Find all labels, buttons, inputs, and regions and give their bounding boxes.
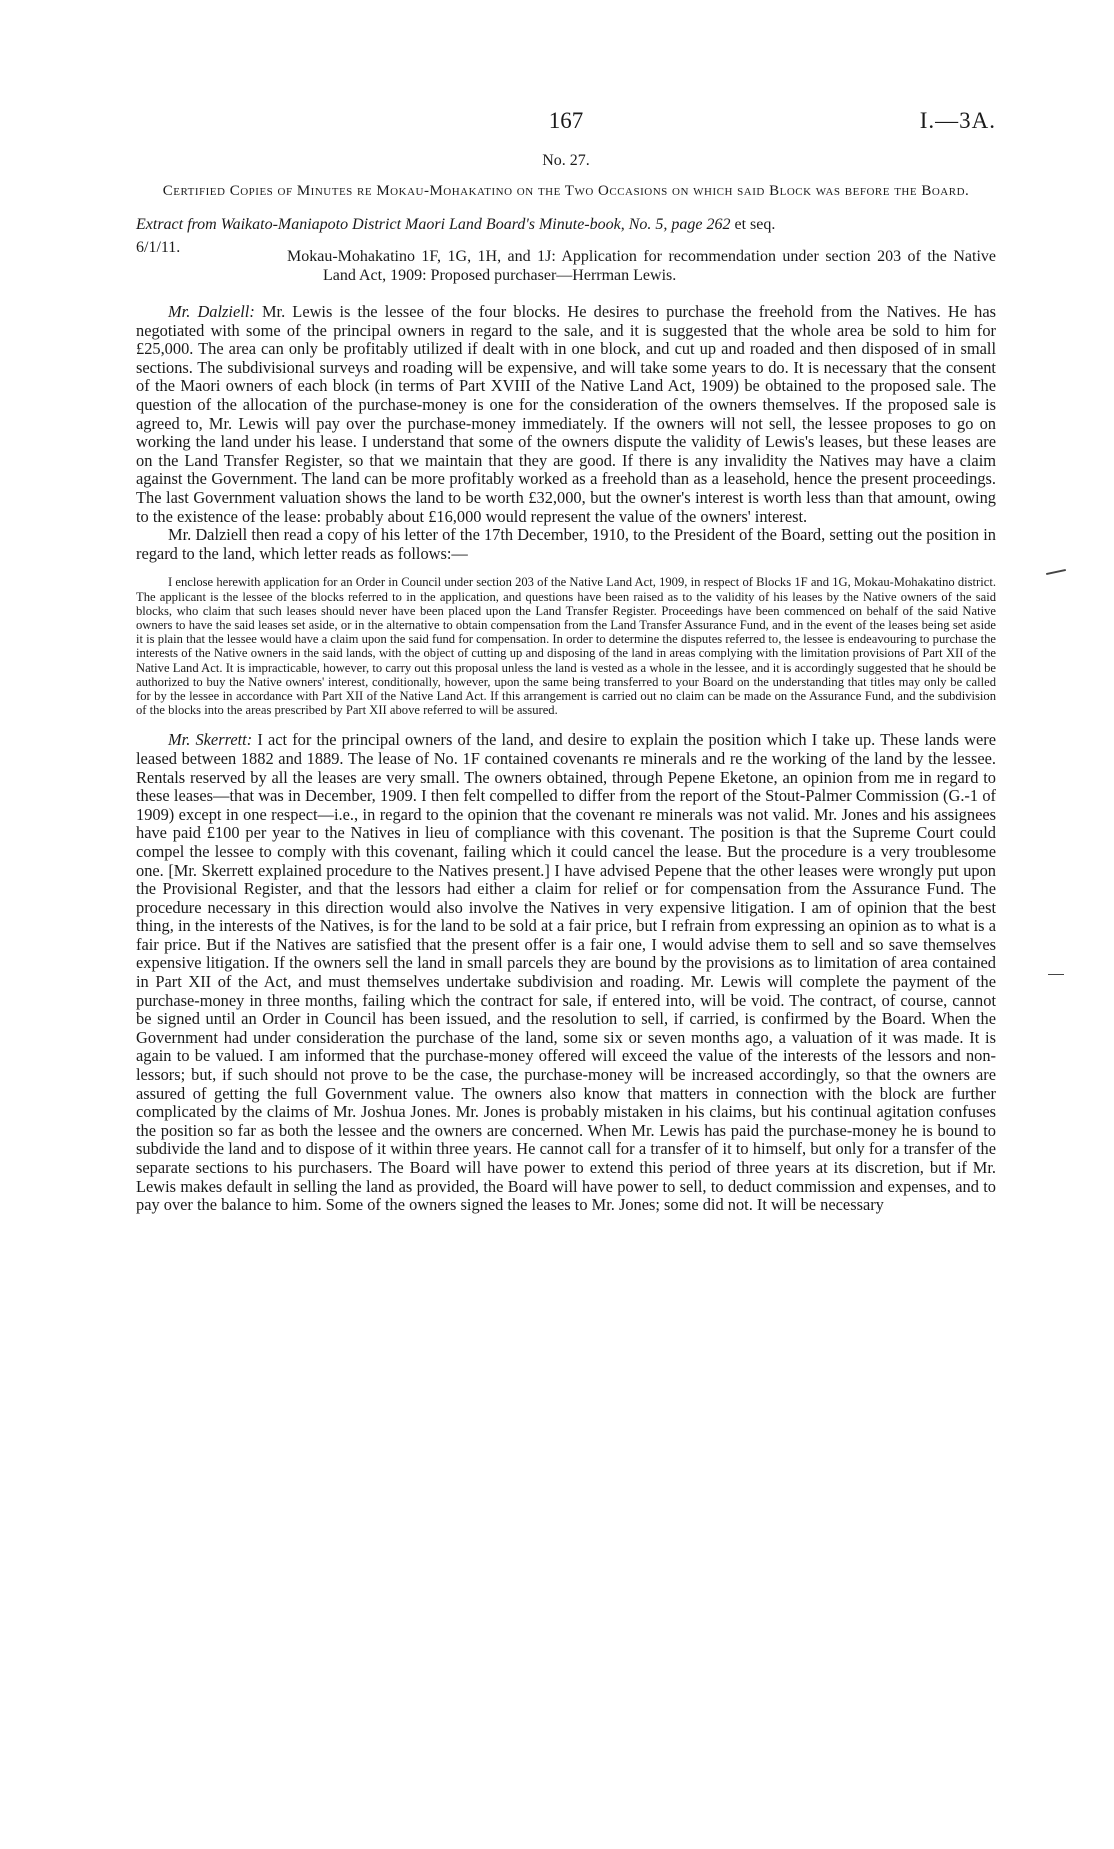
extract-et-seq: et seq. — [730, 216, 776, 233]
margin-mark — [1048, 974, 1064, 975]
paragraph-text: Mr. Dalziell then read a copy of his letter of the 17th December, 1910, to the President of the Board, setting out the position in regard to the land, which letter reads as follows:— — [136, 525, 996, 563]
paragraph-skerrett — [136, 731, 996, 1214]
minute-entry — [136, 239, 996, 303]
extract-source: Extract from Waikato-Maniapoto District Maori Land Board's Minute-book, No. 5, page 262 — [136, 216, 731, 233]
paragraph-text: I act for the principal owners of the land, and desire to explain the position which I take up. These lands were leased between 1882 and 1889. The lease of No. 1F contained covenants re minerals and re the working of the land by the lessee. Rentals reserved by all the leases are very small. The owners obtained, through Pepene Eketone, an opinion from me in regard to these leases—that was in December, 1909. I then felt compelled to differ from the report of the Stout-Palmer Commission (G.-1 of 1909) except in one respect—i.e., in regard to the opinion that the covenant re minerals was not valid. Mr. Jones and his assignees have paid £100 per year to the Natives in lieu of compliance with this covenant. The position is that the Supreme Court could compel the lessee to comply with this covenant, failing which it could cancel the lease. But the procedure is a very troublesome one. [Mr. Skerrett explained procedure to the Natives present.] I have advised Pepene that the other leases were wrongly put upon the Provisional Register, and that the lessors had either a claim for relief or for compensation from the Assurance Fund. The procedure necessary in this direction would also involve the Natives in very expensive litigation. I am of opinion that the best thing, in the interests of the Natives, is for the land to be sold at a fair price, but I refrain from expressing an opinion as to what is a fair price. But if the Natives are satisfied that the present offer is a fair one, I would advise them to sell and so save themselves expensive litigation. If the owners sell the land in small parcels they are bound by the provisions as to limitation of area contained in Part XII of the Act, and must themselves undertake subdivision and roading. Mr. Lewis will complete the payment of the purchase-money in three months, failing which the contract for sale, if entered into, will be void. The contract, of course, cannot be signed until an Order in Council has been issued, and the resolution to sell, if carried, is confirmed by the Board. When the Government had under consideration the purchase of the land, some six or seven months ago, a valuation of it was made. It is again to be valued. I am informed that the purchase-money offered will exceed the value of the interests of the lessors and non-lessors; but, if such should not prove to be the case, the purchase-money will be increased accordingly, so that the owners are assured of getting the full Government value. The owners also know that matters in connection with the block are further complicated by the claims of Mr. Joshua Jones. Mr. Jones is probably mistaken in his claims, but his continual agitation confuses the position so far as both the lessee and the owners are concerned. When Mr. Lewis has paid the purchase-money he is bound to subdivide the land and to dispose of it within three years. He cannot call for a transfer of it to himself, but only for a transfer of the separate sections to his purchasers. The Board will have power to extend this period of three years at its discretion, but if Mr. Lewis makes default in selling the land as provided, the Board will have power to sell, to deduct commission and expenses, and to pay over the balance to him. Some of the owners signed the leases to Mr. Jones; some did not. It will be necessary — [136, 730, 996, 1215]
quoted-letter: I enclose herewith application for an Order in Council under section 203 of the Native Land Act, 1909, in respect of Blocks 1F and 1G, Mokau-Mohakatino district. The applicant is the lessee of the blocks referred to in the application, and questions have been raised as to the validity of his leases by the Native owners of the said blocks, who claim that such leases should never have been placed upon the Land Transfer Register. Proceedings have been commenced on behalf of the said Native owners to have the said leases set aside, or in the alternative to obtain compensation from the Land Transfer Assurance Fund, and in the event of the leases being set aside it is plain that the lessee would have a claim upon the said fund for compensation. In order to determine the disputes referred to, the lessee is endeavouring to purchase the interests of the Native owners in the said lands, with the object of cutting up and disposing of the land in areas complying with the limitation provisions of Part XII of the Native Land Act. It is impracticable, however, to carry out this proposal unless the land is vested as a whole in the lessee, and it is accordingly suggested that he should be authorized to buy the Native owners' interest, conditionally, however, upon the same being transferred to your Board on the understanding that titles may only be called for by the lessee in accordance with Part XII of the Native Land Act. If this arrangement is carried out no claim can be made on the Assurance Fund, and the subdivision of the blocks into the areas prescribed by Part XII above referred to will be assured. — [136, 575, 996, 718]
entry-date: 6/1/11. — [136, 239, 181, 256]
document-number: No. 27. — [542, 152, 590, 169]
page-header — [136, 108, 996, 142]
paragraph-letter-intro — [136, 526, 996, 563]
page-number: 167 — [548, 108, 584, 133]
entry-application: Mokau-Mohakatino 1F, 1G, 1H, and 1J: Application for recommendation under section 203 of the Native Land Act, 1909: Proposed purchaser—Herrman Lewis. — [287, 248, 996, 284]
margin-mark — [1046, 569, 1066, 575]
extract-line — [136, 215, 996, 235]
speaker-name: Mr. Dalziell: — [168, 302, 255, 321]
document-page — [136, 108, 996, 1215]
speaker-name: Mr. Skerrett: — [168, 730, 253, 750]
document-reference: I.—3A. — [919, 108, 996, 133]
paragraph-text: Mr. Lewis is the lessee of the four blocks. He desires to purchase the freehold from the Natives. He has negotiated with some of the principal owners in regard to the sale, and it is suggested that the whole area be sold to him for £25,000. The area can only be profitably utilized if dealt with in one block, and cut up and roaded and then disposed of in small sections. The subdivisional surveys and roading will be expensive, and will take some years to do. It is necessary that the consent of the Maori owners of each block (in terms of Part XVIII of the Native Land Act, 1909) be obtained to the proposed sale. The question of the allocation of the purchase-money is one for the consideration of the owners themselves. If the proposed sale is agreed to, Mr. Lewis will pay over the purchase-money immediately. If the owners will not sell, the lessee proposes to go on working the land under his lease. I understand that some of the owners dispute the validity of Lewis's leases, but these leases are on the Land Transfer Register, so that we maintain that they are good. If there is any invalidity the Natives may have a claim against the Government. The land can be more profitably worked as a freehold than as a leasehold, hence the present proceedings. The last Government valuation shows the land to be worth £32,000, but the owner's interest is worth less than that amount, owing to the existence of the lease: probably about £16,000 would represent the value of the owners' interest. — [136, 302, 996, 526]
paragraph-dalziell — [136, 303, 996, 526]
document-title: Certified Copies of Minutes re Mokau-Mohakatino on the Two Occasions on which said Block was before the Board. — [162, 183, 970, 199]
